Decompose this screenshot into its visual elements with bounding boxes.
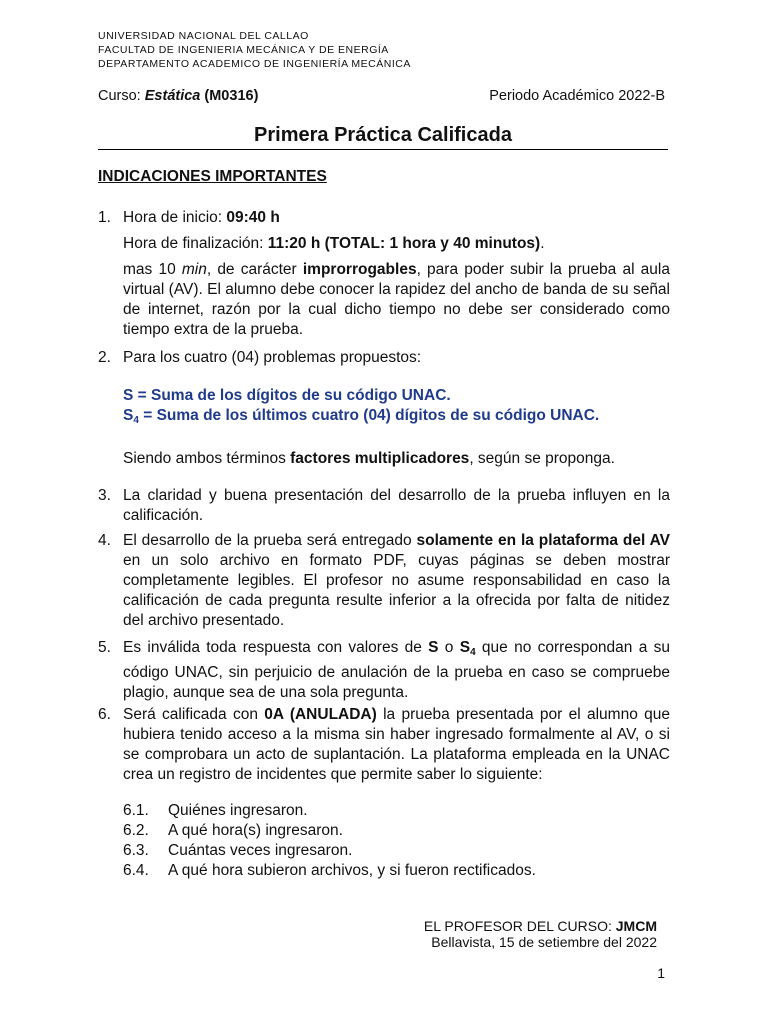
start-time-line: Hora de inicio: 09:40 h — [123, 209, 280, 226]
extra-time-paragraph: mas 10 min, de carácter improrrogables, para poder subir la prueba al aula virtual (AV). El alumno debe conocer la rapidez del ancho de banda de su señal de internet, razón por la cual dicho tiempo no debe ser considerado como tiempo extra de la prueba. — [123, 261, 670, 338]
item-text: La claridad y buena presentación del desarrollo de la prueba influyen en la calificación. — [123, 487, 670, 524]
sub-item-6-3: 6.3. Cuántas veces ingresaron. — [123, 842, 353, 859]
item-text: Será calificada con 0A (ANULADA) la prueba presentada por el alumno que hubiera tenido acceso a la misma sin haber ingresado formalmente al AV, o si se comprobara un acto de suplantación. La plataforma empleada en la UNAC crea un registro de incidentes que permite saber lo siguiente: — [123, 706, 670, 783]
professor-signature: EL PROFESOR DEL CURSO: JMCM — [423, 918, 657, 934]
instruction-item-2 — [98, 348, 670, 469]
course-code: (M0316) — [200, 88, 259, 104]
academic-period: Periodo Académico 2022-B — [489, 88, 665, 104]
department-name: DEPARTAMENTO ACADEMICO DE INGENIERÍA MECÁNICA — [98, 58, 411, 70]
instruction-item-5 — [98, 638, 670, 703]
page-number: 1 — [657, 965, 665, 981]
course-line — [98, 88, 258, 104]
item-number: 2. — [98, 349, 111, 366]
instruction-item-1 — [98, 208, 670, 340]
problems-intro: Para los cuatro (04) problemas propuestos: — [123, 349, 422, 366]
course-name: Estática — [144, 88, 201, 104]
item-number: 6. — [98, 706, 111, 723]
professor-initials: JMCM — [615, 918, 657, 934]
s-definition: S = Suma de los dígitos de su código UNAC. — [123, 387, 451, 404]
faculty-name: FACULTAD DE INGENIERIA MECÁNICA Y DE ENERGÍA — [98, 44, 389, 56]
multiplier-note: Siendo ambos términos factores multiplicadores, según se proponga. — [123, 450, 615, 467]
university-name: UNIVERSIDAD NACIONAL DEL CALLAO — [98, 30, 309, 42]
sub-item-6-2: 6.2. A qué hora(s) ingresaron. — [123, 822, 343, 839]
sub-item-6-4: 6.4. A qué hora subieron archivos, y si fueron rectificados. — [123, 862, 536, 879]
start-time-value: 09:40 h — [226, 209, 280, 226]
sub-item-6-1: 6.1. Quiénes ingresaron. — [123, 802, 308, 819]
instruction-item-3 — [98, 486, 670, 526]
item-number: 1. — [98, 209, 111, 226]
item-text: El desarrollo de la prueba será entregado solamente en la plataforma del AV en un solo archivo en formato PDF, cuyas páginas se deben mostrar completamente legibles. El profesor no asume responsabilidad en caso la calificación de cada pregunta resulte inferior a la ofrecida por falta de nitidez del archivo presentado. — [123, 532, 670, 629]
end-time-value: 11:20 h (TOTAL: 1 hora y 40 minutos) — [267, 235, 541, 252]
instruction-item-6 — [98, 705, 670, 785]
title-divider — [98, 149, 668, 150]
item-number: 4. — [98, 532, 111, 549]
item-text: Es inválida toda respuesta con valores de S o $S_4$ que no correspondan a su código UNAC, sin perjuicio de anulación de la prueba en caso se compruebe plagio, aunque sea de una sola pregunta. — [123, 639, 671, 701]
instruction-item-4 — [98, 531, 670, 631]
page-title: Primera Práctica Calificada — [254, 124, 512, 146]
section-title: INDICACIONES IMPORTANTES — [98, 168, 327, 185]
s4-definition: $S_4$ = Suma de los últimos cuatro (04) dígitos de su código UNAC. — [123, 407, 600, 426]
end-time-line: Hora de finalización: 11:20 h (TOTAL: 1 hora y 40 minutos). — [123, 235, 545, 252]
place-date: Bellavista, 15 de setiembre del 2022 — [431, 934, 657, 950]
course-label: Curso: — [98, 88, 145, 104]
institution-header — [98, 29, 411, 71]
item-number: 3. — [98, 487, 111, 504]
item-number: 5. — [98, 639, 111, 656]
